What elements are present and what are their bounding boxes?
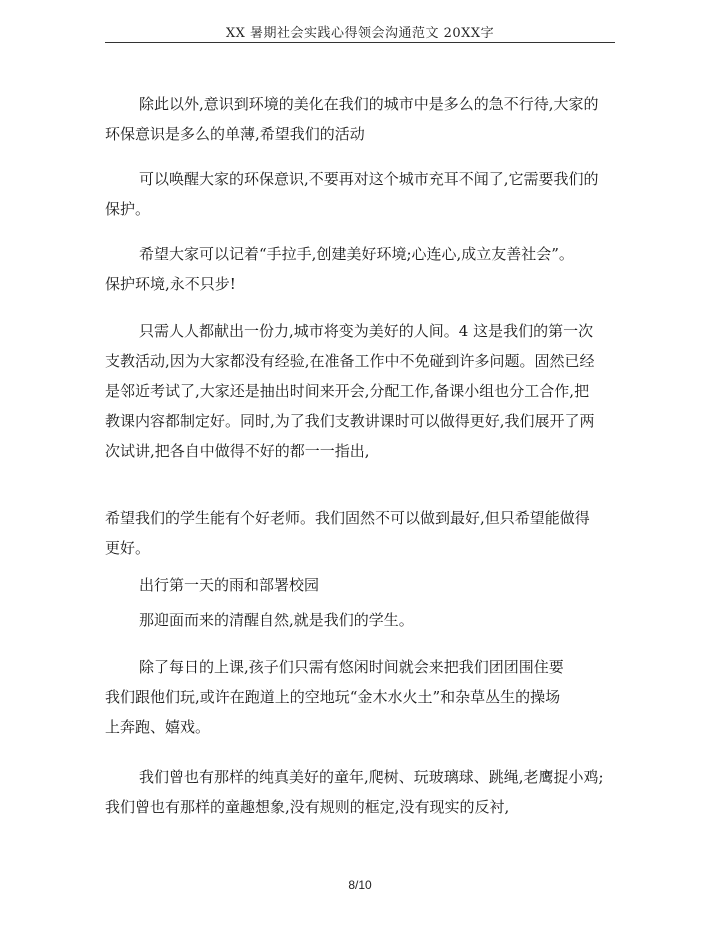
paragraph-3 (105, 239, 615, 299)
paragraph-line: 教课内容都制定好。同时,为了我们支教讲课时可以做得更好,我们展开了两 (105, 412, 595, 430)
paragraph-line: 出行第一天的雨和部署校园 (139, 576, 320, 594)
paragraph-9 (105, 762, 615, 822)
header-divider (105, 42, 615, 43)
paragraph-line: 上奔跑、嬉戏。 (105, 718, 211, 736)
paragraph-6 (105, 570, 615, 600)
paragraph-line: 除此以外,意识到环境的美化在我们的城市中是多么的急不行待,大家的 (139, 95, 599, 113)
page-number: 8/10 (348, 878, 372, 892)
paragraph-line: 我们曾也有那样的童趣想象,没有规则的框定,没有现实的反衬, (105, 798, 510, 816)
paragraph-8 (105, 652, 615, 742)
paragraph-line: 保护。 (105, 200, 151, 218)
paragraph-line: 更好。 (105, 539, 151, 557)
paragraph-line: 是邻近考试了,大家还是抽出时间来开会,分配工作,备课小组也分工合作,把 (105, 382, 590, 400)
paragraph-1 (105, 89, 615, 149)
paragraph-line: 我们曾也有那样的纯真美好的童年,爬树、玩玻璃球、跳绳,老鹰捉小鸡; (139, 768, 604, 786)
paragraph-4 (105, 316, 615, 466)
paragraph-line: 我们跟他们玩,或许在跑道上的空地玩“金木水火土”和杂草丛生的操场 (105, 688, 561, 706)
paragraph-line: 那迎面而来的清醒自然,就是我们的学生。 (139, 611, 414, 629)
paragraph-line: 可以唤醒大家的环保意识,不要再对这个城市充耳不闻了,它需要我们的 (139, 170, 599, 188)
paragraph-line: 支教活动,因为大家都没有经验,在准备工作中不免碰到许多问题。固然已经 (105, 352, 595, 370)
paragraph-5 (105, 503, 615, 563)
paragraph-line: 次试讲,把各自中做得不好的都一一指出, (105, 442, 370, 460)
paragraph-line: 只需人人都献出一份力,城市将变为美好的人间。4 这是我们的第一次 (139, 322, 594, 340)
paragraph-line: 环保意识是多么的单薄,希望我们的活动 (105, 125, 365, 143)
paragraph-line: 除了每日的上课,孩子们只需有悠闲时间就会来把我们团团围住要 (139, 658, 564, 676)
paragraph-2 (105, 164, 615, 224)
paragraph-line: 希望大家可以记着“手拉手,创建美好环境;心连心,成立友善社会”。 (139, 245, 574, 263)
paragraph-line: 希望我们的学生能有个好老师。我们固然不可以做到最好,但只希望能做得 (105, 509, 590, 527)
paragraph-line: 保护环境,永不只步! (105, 275, 236, 293)
document-header-title: XX 暑期社会实践心得领会沟通范文 20XX字 (225, 26, 495, 41)
paragraph-7 (105, 605, 615, 635)
